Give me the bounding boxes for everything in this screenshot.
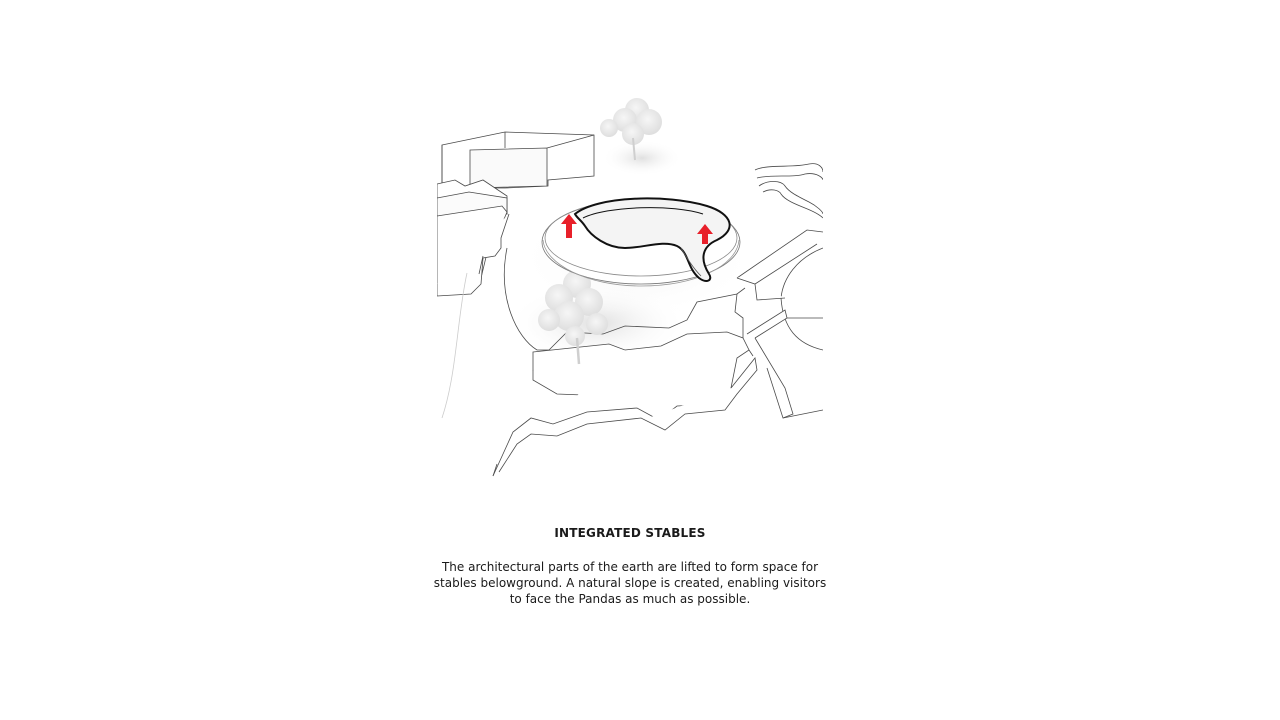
- caption-title: INTEGRATED STABLES: [554, 526, 706, 540]
- stepped-terraces: [493, 332, 757, 476]
- site-axonometric-diagram: [437, 88, 823, 480]
- left-terrace: [437, 206, 509, 296]
- existing-buildings: [437, 132, 594, 216]
- winding-path: [755, 164, 823, 218]
- diagram-caption: [420, 524, 840, 607]
- caption-body: The architectural parts of the earth are lifted to form space for stables belowground. A natural slope is created, enabling visitors to face the Pandas as much as possible.: [433, 560, 827, 606]
